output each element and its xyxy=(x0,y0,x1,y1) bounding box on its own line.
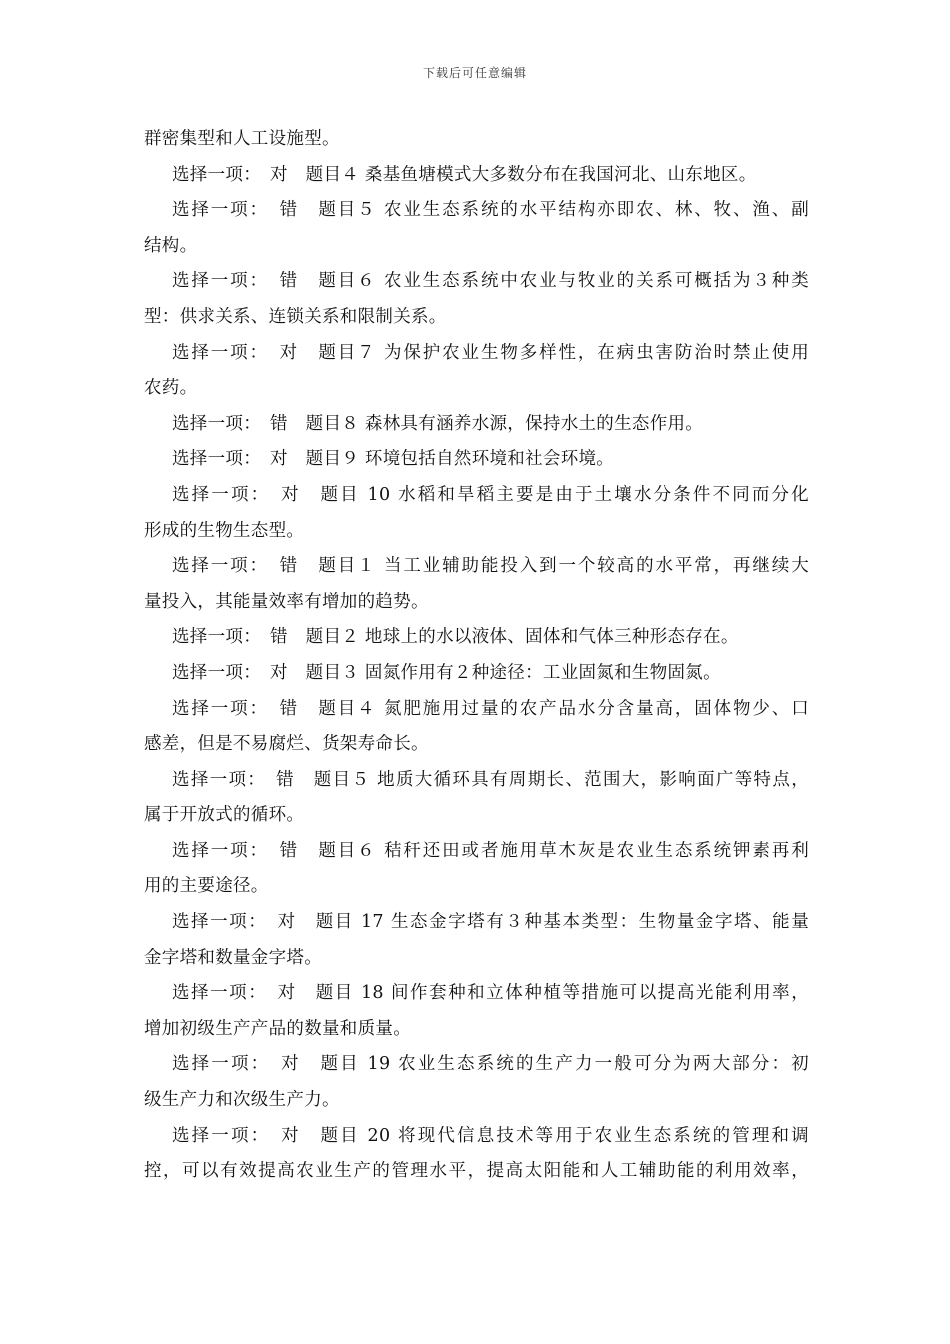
text-line: 选择一项： 错 题目４ 氮肥施用过量的农产品水分含量高，固体物少、口 xyxy=(172,698,809,719)
text-line: 用的主要途径。 xyxy=(144,876,269,897)
text-line: 结构。 xyxy=(144,235,198,256)
text-line: 选择一项： 对 题目 17 生态金字塔有３种基本类型：生物量金字塔、能量 xyxy=(172,912,809,933)
text-line: 增加初级生产产品的数量和质量。 xyxy=(144,1018,411,1039)
text-line: 选择一项： 错 题目６ 农业生态系统中农业与牧业的关系可概括为３种类 xyxy=(172,271,809,292)
text-line: 选择一项： 对 题目 19 农业生态系统的生产力一般可分为两大部分：初 xyxy=(172,1054,809,1075)
text-line: 群密集型和人工设施型。 xyxy=(144,129,340,149)
text-line: 型：供求关系、连锁关系和限制关系。 xyxy=(144,306,447,327)
text-line: 选择一项： 错 题目２ 地球上的水以液体、固体和气体三种形态存在。 xyxy=(172,627,739,648)
text-line: 选择一项： 对 题目３ 固氮作用有２种途径：工业固氮和生物固氮。 xyxy=(172,662,721,683)
text-line: 控，可以有效提高农业生产的管理水平，提高太阳能和人工辅助能的利用效率， xyxy=(144,1161,809,1182)
text-line: 选择一项： 对 题目４ 桑基鱼塘模式大多数分布在我国河北、山东地区。 xyxy=(172,164,757,185)
text-line: 选择一项： 错 题目５ 农业生态系统的水平结构亦即农、林、牧、渔、副 xyxy=(172,200,809,221)
text-line: 选择一项： 对 题目 18 间作套种和立体种植等措施可以提高光能利用率， xyxy=(172,983,809,1004)
text-line: 选择一项： 对 题目 20 将现代信息技术等用于农业生态系统的管理和调 xyxy=(172,1125,809,1146)
text-line: 属于开放式的循环。 xyxy=(144,805,305,826)
text-line: 金字塔和数量金字塔。 xyxy=(144,947,322,968)
text-line: 选择一项： 错 题目１ 当工业辅助能投入到一个较高的水平常，再继续大 xyxy=(172,556,809,577)
text-line: 选择一项： 对 题目９ 环境包括自然环境和社会环境。 xyxy=(172,449,615,470)
text-line: 选择一项： 错 题目８ 森林具有涵养水源，保持水土的生态作用。 xyxy=(172,413,704,434)
text-line: 选择一项： 错 题目５ 地质大循环具有周期长、范围大，影响面广等特点， xyxy=(172,769,809,790)
text-line: 量投入，其能量效率有增加的趋势。 xyxy=(144,591,429,612)
text-line: 选择一项： 对 题目 10 水稻和旱稻主要是由于土壤水分条件不同而分化 xyxy=(172,484,809,505)
text-line: 感差，但是不易腐烂、货架寿命长。 xyxy=(144,734,429,755)
text-line: 农药。 xyxy=(144,378,198,399)
text-line: 选择一项： 对 题目７ 为保护农业生物多样性，在病虫害防治时禁止使用 xyxy=(172,342,809,363)
text-line: 选择一项： 错 题目６ 秸秆还田或者施用草木灰是农业生态系统钾素再利 xyxy=(172,840,809,861)
document-body xyxy=(144,122,809,1190)
page-header: 下载后可任意编辑 xyxy=(422,66,527,80)
text-line: 形成的生物生态型。 xyxy=(144,520,305,541)
text-line: 级生产力和次级生产力。 xyxy=(144,1090,340,1111)
